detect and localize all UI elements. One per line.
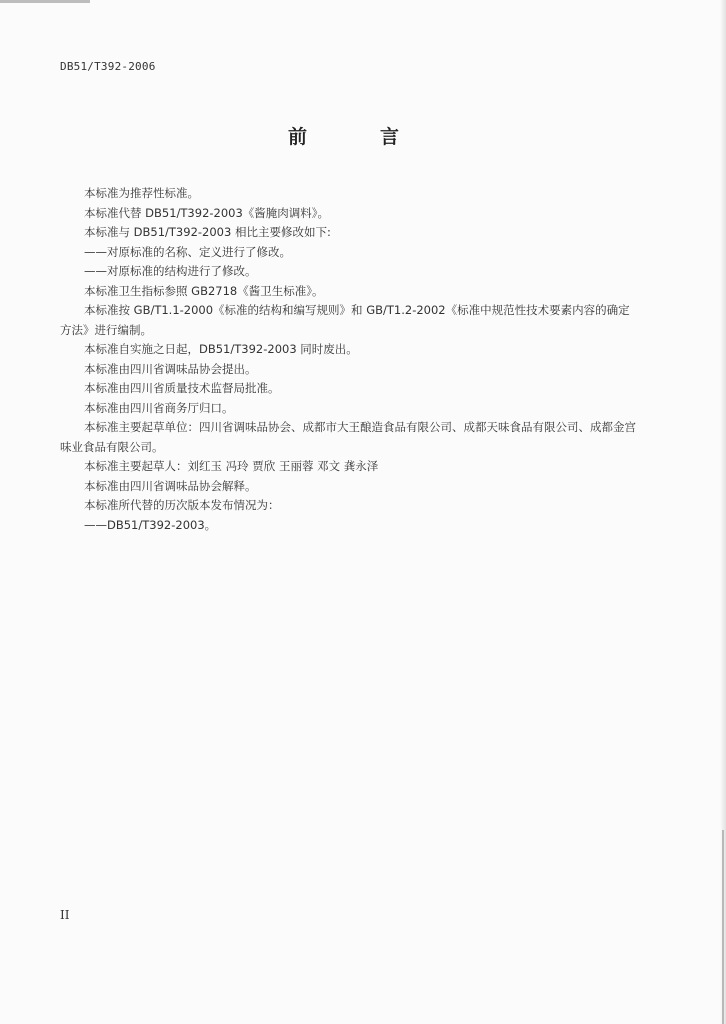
page-number: II [60, 908, 70, 922]
paragraph: 本标准主要起草单位：四川省调味品协会、成都市大王酿造食品有限公司、成都天味食品有限公司、成都金宫味业食品有限公司。 [60, 420, 636, 454]
scan-artifact-right-streak [722, 830, 724, 1024]
title-char-2: 言 [380, 126, 400, 148]
paragraph: 本标准自实施之日起，DB51/T392-2003 同时废出。 [84, 342, 358, 356]
paragraph: 本标准卫生指标参照 GB2718《酱卫生标准》。 [84, 283, 324, 298]
paragraph: 本标准与 DB51/T392-2003 相比主要修改如下: [84, 225, 331, 239]
paragraph: 本标准代替 DB51/T392-2003《酱腌肉调料》。 [84, 205, 330, 220]
paragraph: ——对原标准的结构进行了修改。 [84, 264, 257, 278]
title-char-1: 前 [288, 126, 308, 148]
paragraph: 本标准为推荐性标准。 [84, 186, 199, 200]
paragraph: 本标准主要起草人：刘红玉 冯玲 贾欣 王丽蓉 邓文 龚永泽 [84, 459, 379, 473]
paragraph: 本标准由四川省调味品协会提出。 [84, 361, 257, 376]
paragraph: 本标准所代替的历次版本发布情况为： [84, 498, 280, 512]
paragraph: 本标准由四川省商务厅归口。 [84, 400, 234, 415]
paragraph: 本标准由四川省质量技术监督局批准。 [84, 381, 280, 395]
paragraph: ——对原标准的名称、定义进行了修改。 [84, 244, 291, 259]
document-code: DB51/T392-2006 [60, 60, 156, 73]
paragraph: 本标准按 GB/T1.1-2000《标准的结构和编写规则》和 GB/T1.2-2002《标准中规范性技术要素内容的确定方法》进行编制。 [60, 303, 630, 337]
scan-artifact-top [0, 0, 90, 3]
foreword-body [60, 184, 640, 535]
paragraph: 本标准由四川省调味品协会解释。 [84, 478, 257, 493]
paragraph: ——DB51/T392-2003。 [84, 517, 217, 532]
